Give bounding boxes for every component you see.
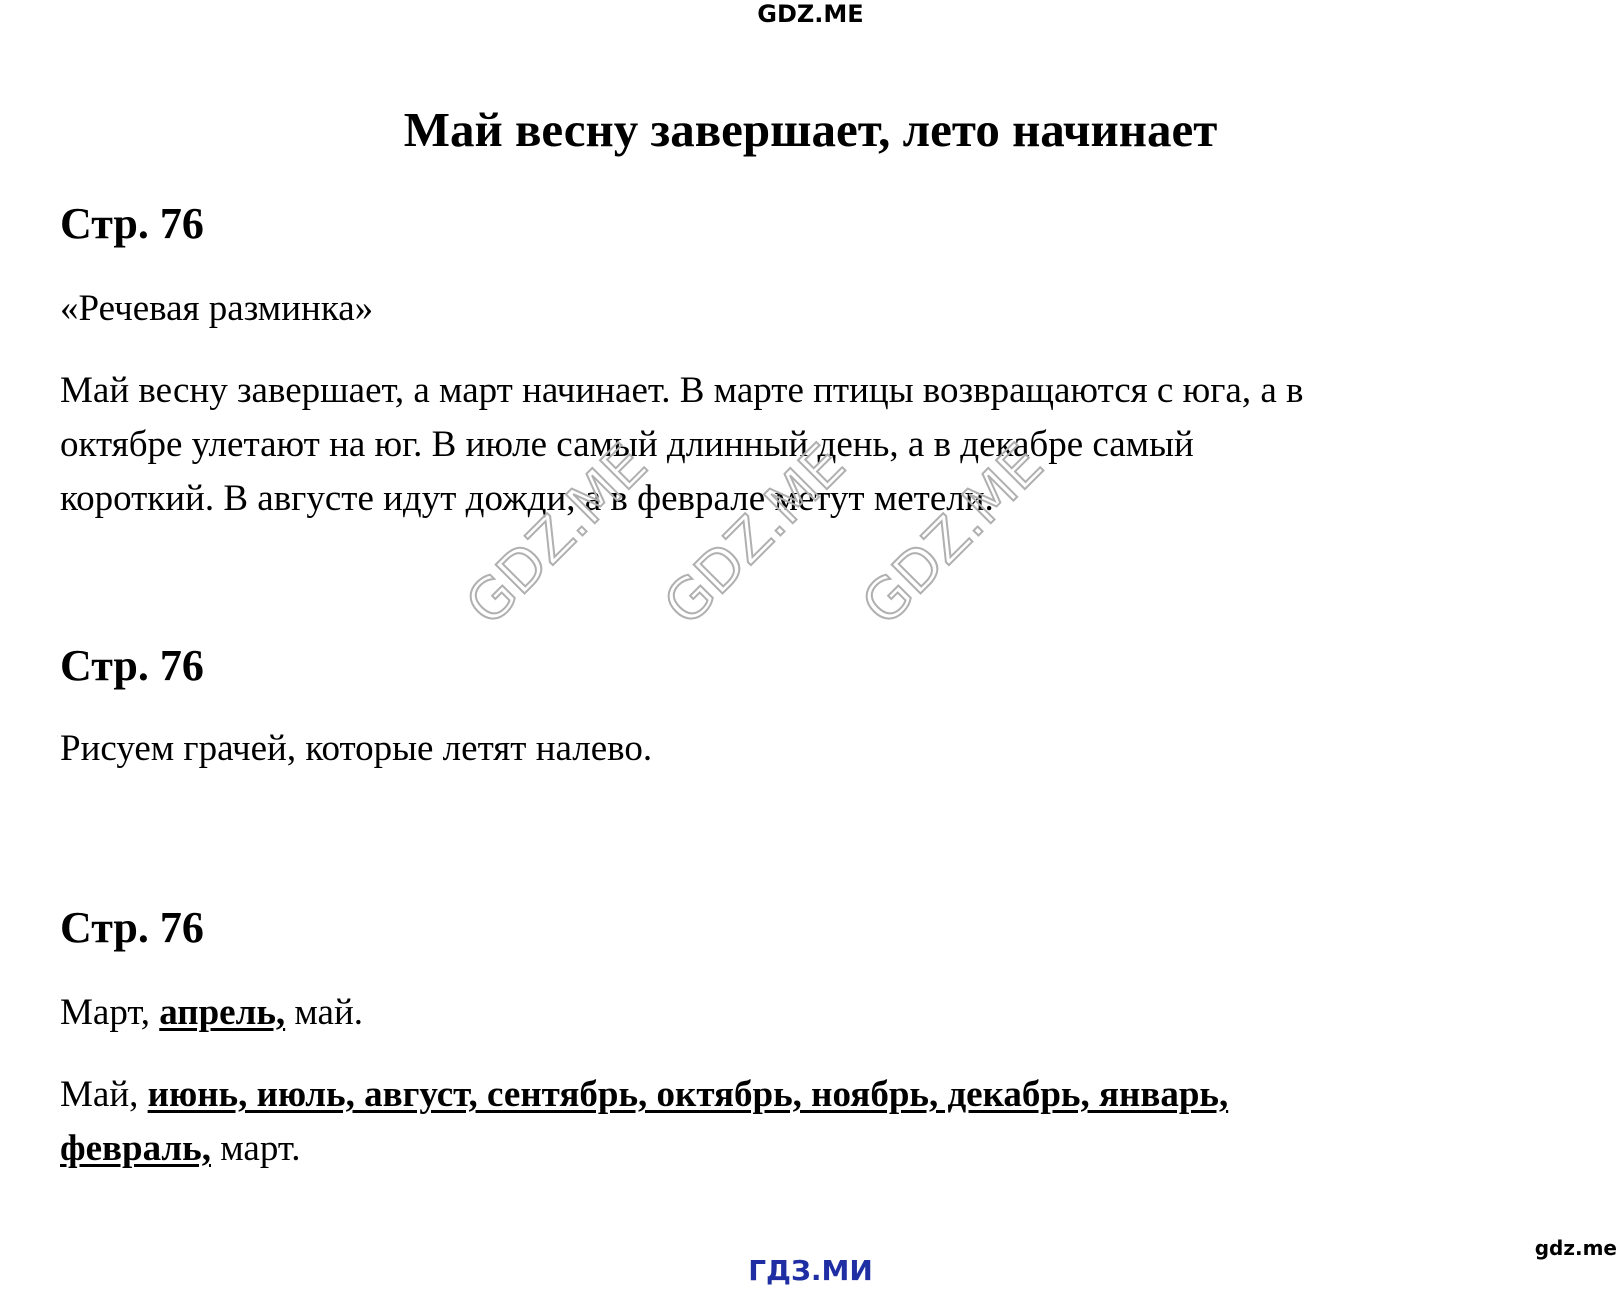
- line-2-row-2: [60, 1122, 1560, 1176]
- corner-brand: gdz.me: [1534, 1236, 1617, 1260]
- line-2-suffix: март.: [210, 1128, 301, 1169]
- section-1-text-line-3: короткий. В августе идут дожди, а в феврале метут метели.: [60, 478, 994, 519]
- section-3-line-2: [60, 1068, 1560, 1176]
- section-1-text-line-1: Май весну завершает, а март начинает. В марте птицы возвращаются с юга, а в: [60, 370, 1304, 411]
- section-2-text: Рисуем грачей, которые летят налево.: [60, 728, 653, 769]
- section-3-line-1: [60, 986, 1560, 1040]
- line-1-prefix: Март,: [60, 992, 160, 1033]
- line-2-answer-part-2: февраль,: [60, 1128, 211, 1169]
- section-2-heading: Стр. 76: [60, 641, 204, 690]
- line-1-suffix: май.: [285, 992, 364, 1033]
- svg-text:GDZ.ME: GDZ.ME: [453, 431, 660, 638]
- footer-brand: ГДЗ.МИ: [748, 1254, 873, 1287]
- line-2-answer-part-1: июнь, июль, август, сентябрь, октябрь, ноябрь, декабрь, январь,: [147, 1074, 1229, 1115]
- svg-text:GDZ.ME: GDZ.ME: [651, 431, 858, 638]
- line-2-prefix: Май,: [60, 1074, 148, 1115]
- svg-text:GDZ.ME: GDZ.ME: [849, 431, 1056, 638]
- section-1-heading: Стр. 76: [60, 199, 204, 248]
- section-1-text: [60, 364, 1560, 526]
- section-1-subtitle: «Речевая разминка»: [60, 288, 374, 329]
- section-3-heading: Стр. 76: [60, 903, 204, 952]
- page-title: Май весну завершает, лето начинает: [403, 102, 1218, 157]
- section-1-text-line-2: октябре улетают на юг. В июле самый длинный день, а в декабре самый: [60, 424, 1194, 465]
- line-2-row-1: [60, 1068, 1560, 1122]
- line-1-answer: апрель,: [159, 992, 286, 1033]
- top-brand-label: GDZ.ME: [757, 0, 864, 28]
